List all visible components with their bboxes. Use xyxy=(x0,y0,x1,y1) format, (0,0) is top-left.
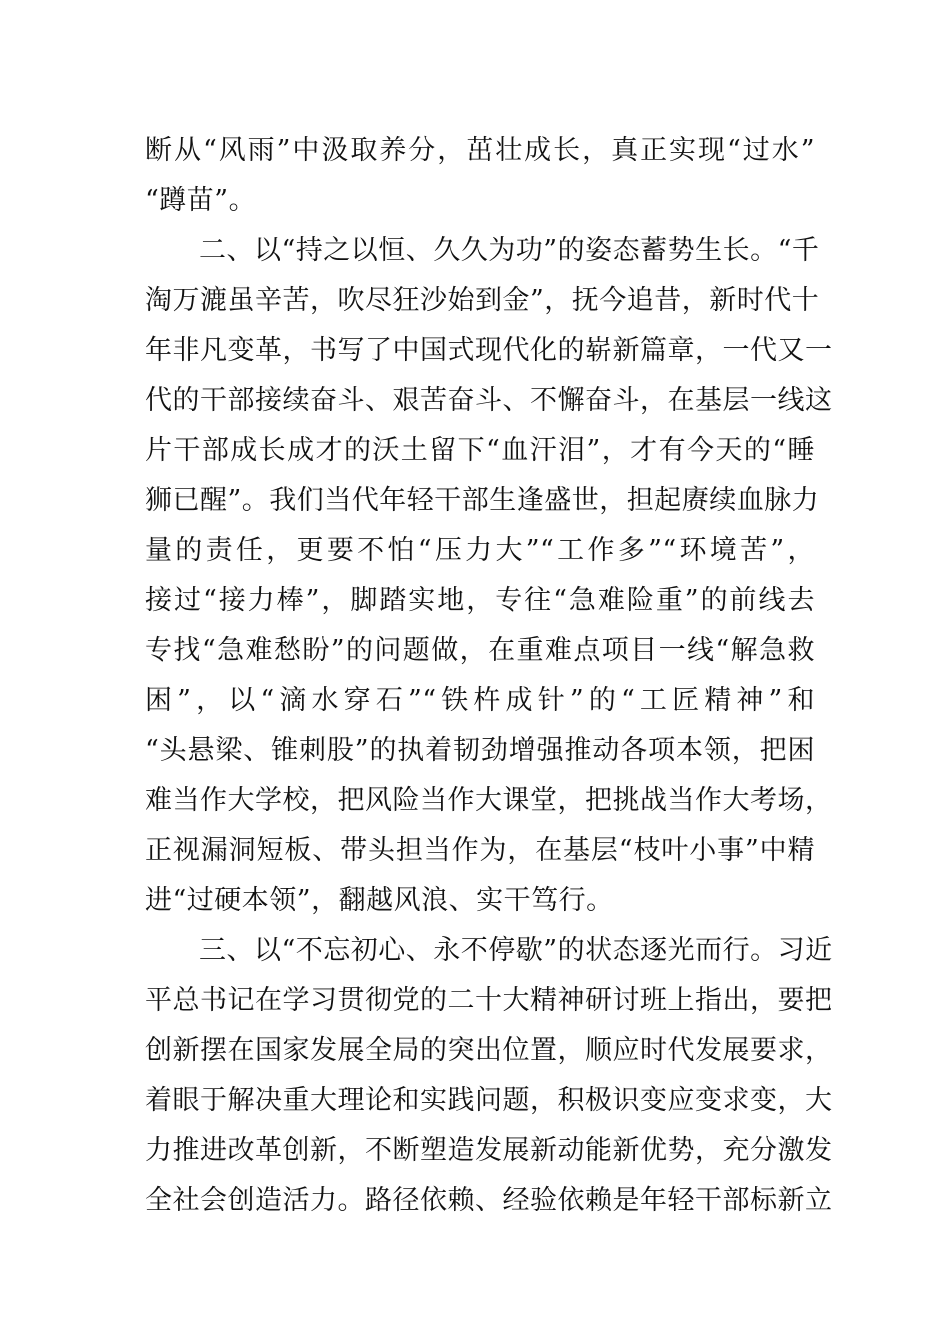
text-line: 全社会创造活力。路径依赖、经验依赖是年轻干部标新立 xyxy=(145,1185,833,1216)
text-line: 难当作大学校，把风险当作大课堂，把挑战当作大考场， xyxy=(145,785,833,816)
text-line: 力推进改革创新，不断塑造发展新动能新优势，充分激发 xyxy=(145,1135,833,1166)
body-text xyxy=(145,126,833,1226)
text-line: “头悬梁、锥刺股”的执着韧劲增强推动各项本领，把困 xyxy=(145,735,815,766)
text-line: 困”，以“滴水穿石”“铁杵成针”的“工匠精神”和 xyxy=(145,685,815,716)
section-heading-line: 三、以“不忘初心、永不停歇”的状态逐光而行。习近 xyxy=(199,935,833,966)
text-line: 年非凡变革，书写了中国式现代化的崭新篇章，一代又一 xyxy=(145,335,833,366)
text-line: “蹲苗”。 xyxy=(145,185,257,216)
text-line: 量的责任，更要不怕“压力大”“工作多”“环境苦”， xyxy=(145,535,815,566)
text-line: 平总书记在学习贯彻党的二十大精神研讨班上指出，要把 xyxy=(145,985,833,1016)
text-line: 着眼于解决重大理论和实践问题，积极识变应变求变，大 xyxy=(145,1085,833,1116)
text-line: 淘万漉虽辛苦，吹尽狂沙始到金”，抚今追昔，新时代十 xyxy=(145,285,820,316)
text-line: 片干部成长成才的沃土留下“血汗泪”，才有今天的“睡 xyxy=(145,435,815,466)
section-heading-line: 二、以“持之以恒、久久为功”的姿态蓄势生长。“千 xyxy=(199,235,820,266)
text-line: 专找“急难愁盼”的问题做，在重难点项目一线“解急救 xyxy=(145,635,815,666)
text-line: 接过“接力棒”，脚踏实地，专往“急难险重”的前线去 xyxy=(145,585,815,616)
text-line: 进“过硬本领”，翻越风浪、实干笃行。 xyxy=(145,885,614,916)
text-line: 狮已醒”。我们当代年轻干部生逢盛世，担起赓续血脉力 xyxy=(145,485,820,516)
text-line: 正视漏洞短板、带头担当作为，在基层“枝叶小事”中精 xyxy=(145,835,815,866)
text-line: 断从“风雨”中汲取养分，茁壮成长，真正实现“过水” xyxy=(145,135,815,166)
text-line: 创新摆在国家发展全局的突出位置，顺应时代发展要求， xyxy=(145,1035,833,1066)
text-line: 代的干部接续奋斗、艰苦奋斗、不懈奋斗，在基层一线这 xyxy=(145,385,833,416)
